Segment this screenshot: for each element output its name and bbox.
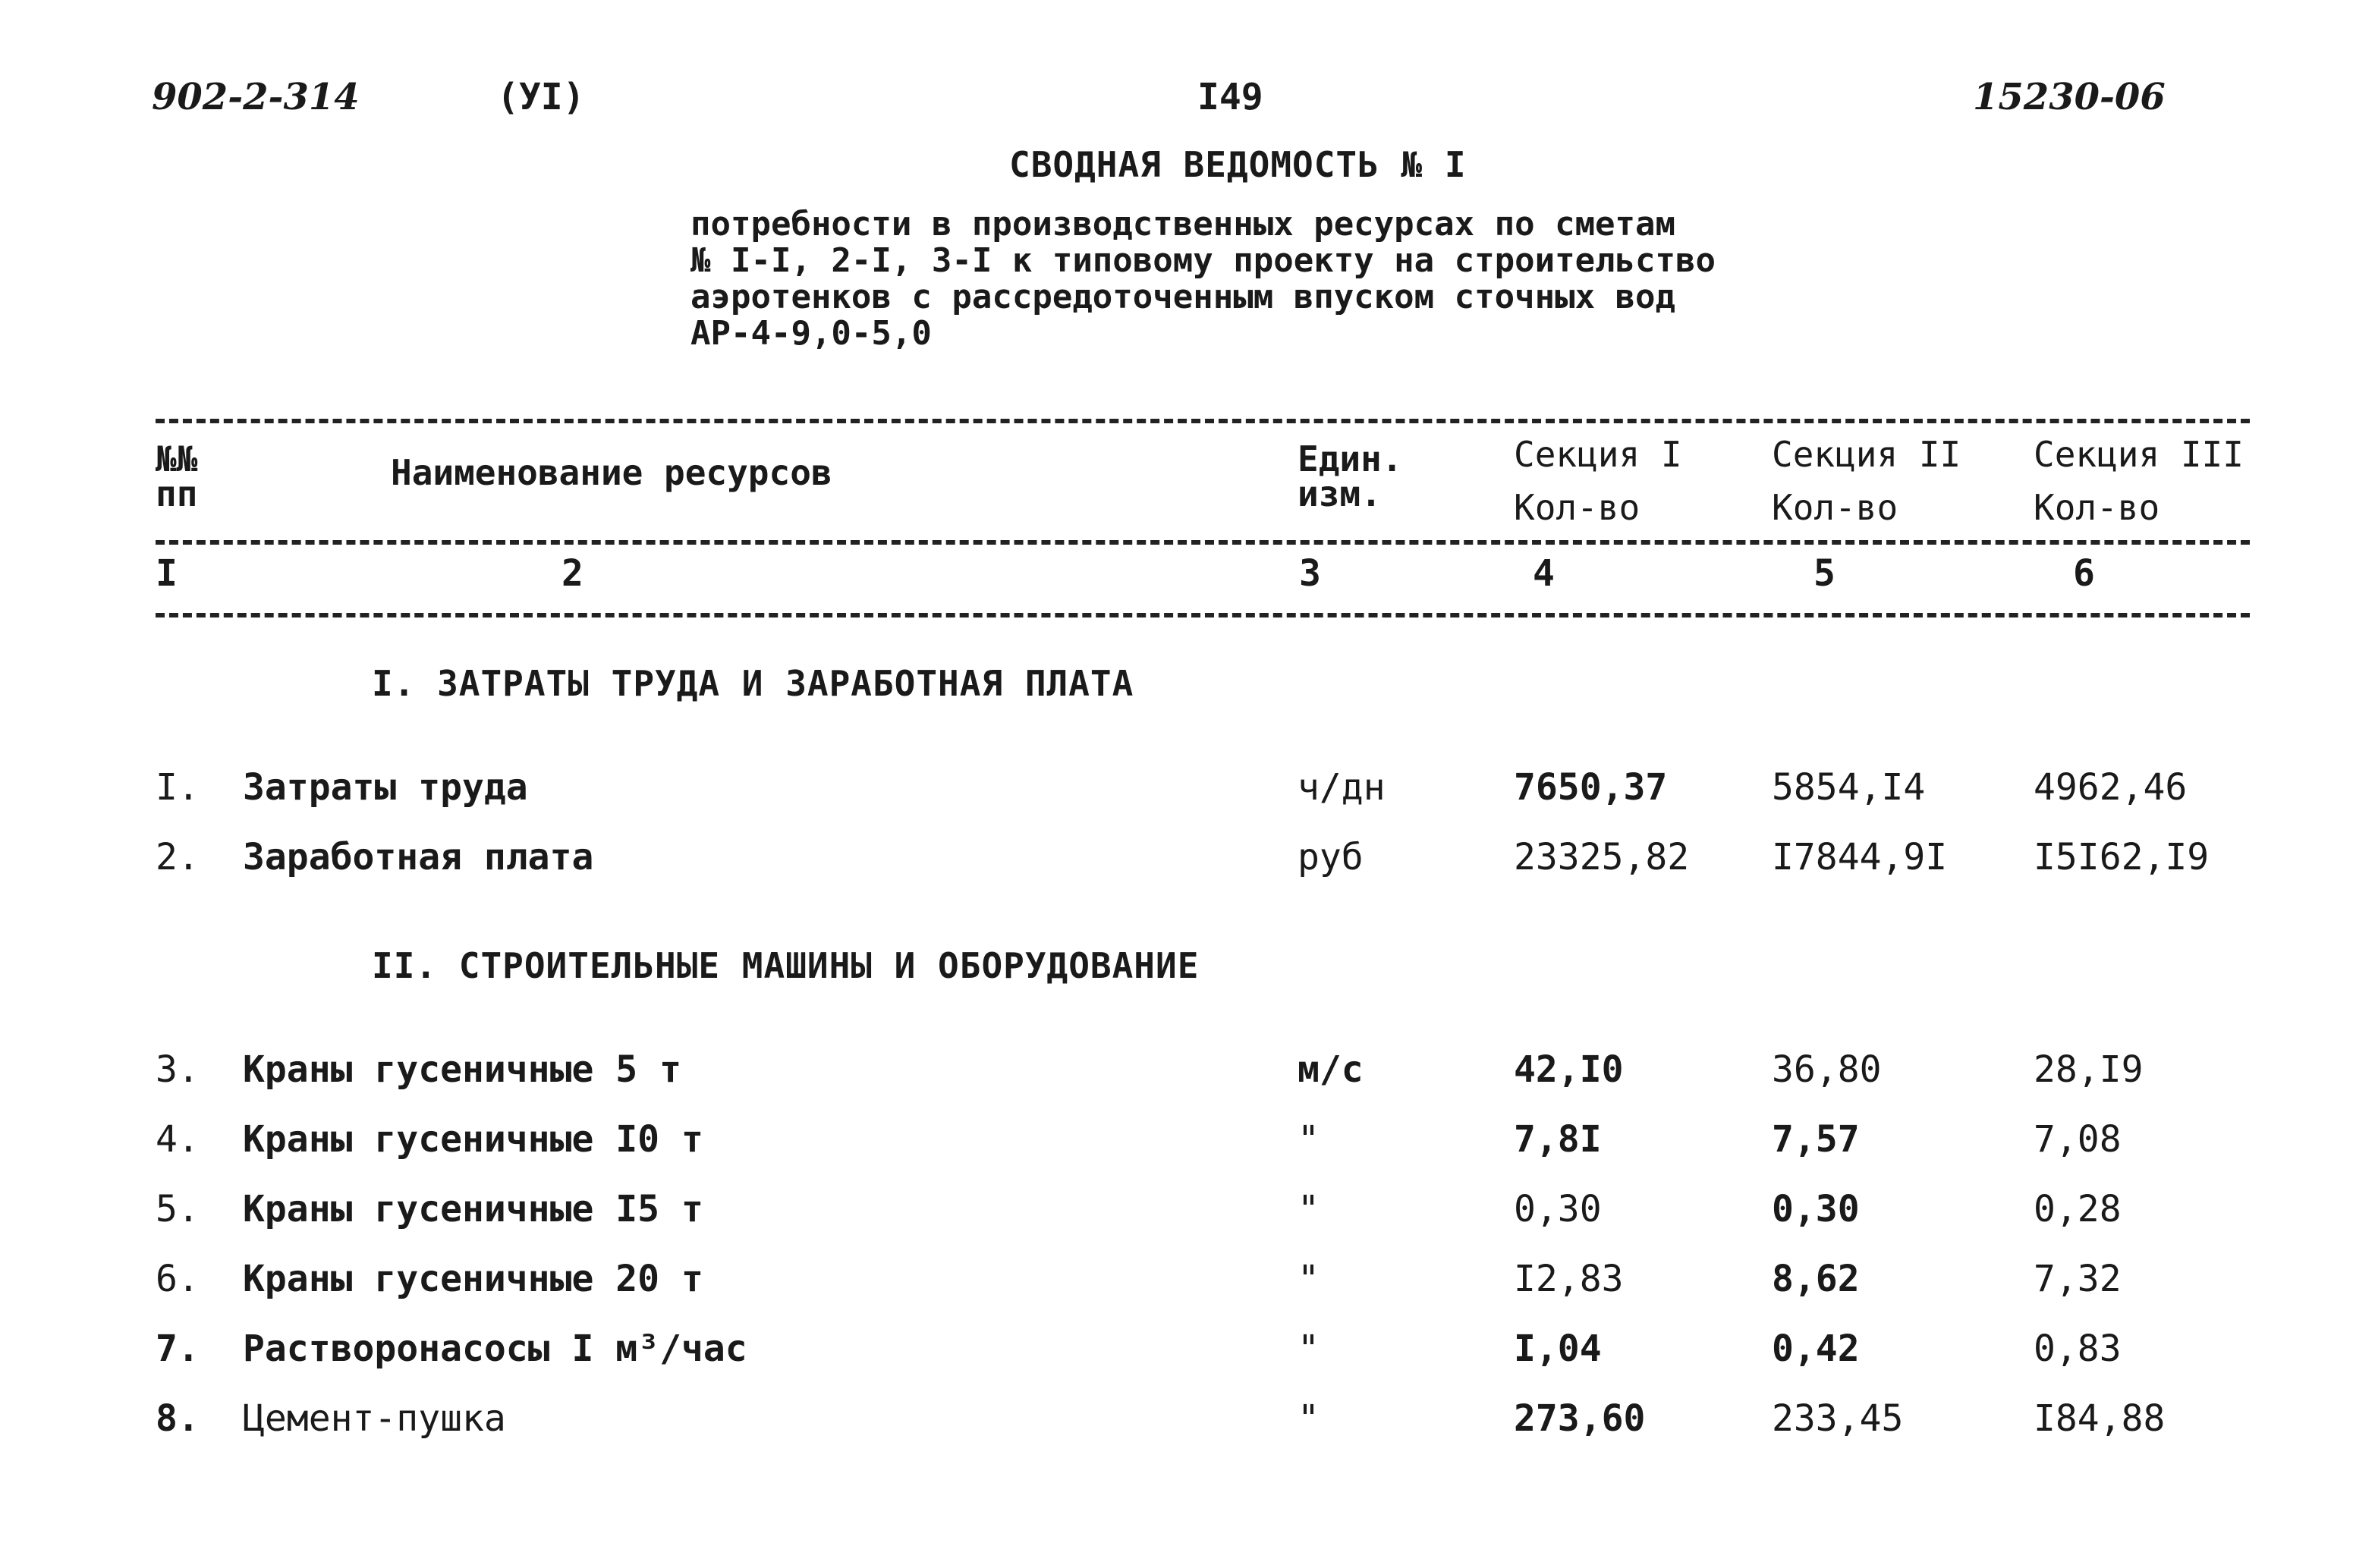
row-unit: " — [1298, 1118, 1320, 1161]
section-heading: II. СТРОИТЕЛЬНЫЕ МАШИНЫ И ОБОРУДОВАНИЕ — [372, 945, 1200, 986]
col-header-num-line1: №№ — [156, 438, 198, 479]
row-section-1: I,04 — [1514, 1328, 1602, 1370]
row-unit: руб — [1298, 836, 1364, 878]
col-header-num — [156, 432, 197, 520]
row-unit: м/с — [1298, 1048, 1364, 1091]
row-section-3: I84,88 — [2034, 1397, 2166, 1440]
subtitle — [690, 206, 1716, 352]
col-header-section-1 — [1514, 428, 1682, 534]
subtitle-line: аэротенков с рассредоточенным впуском сточных вод — [690, 278, 1676, 316]
row-name: Заработная плата — [243, 836, 594, 878]
section-heading: I. ЗАТРАТЫ ТРУДА И ЗАРАБОТНАЯ ПЛАТА — [372, 663, 1134, 704]
row-section-2: 0,30 — [1772, 1188, 1860, 1230]
row-section-2: 0,42 — [1772, 1328, 1860, 1370]
row-section-2: 5854,I4 — [1772, 766, 1926, 809]
row-section-3: 0,83 — [2034, 1328, 2122, 1370]
col-header-name: Наименование ресурсов — [391, 452, 832, 493]
col-header-section-2-qty: Кол-во — [1772, 487, 1898, 528]
row-name: Краны гусеничные 20 т — [243, 1258, 703, 1300]
subtitle-line: № I-I, 2-I, 3-I к типовому проекту на строительство — [690, 241, 1716, 280]
header-rule — [156, 540, 2250, 545]
row-unit: " — [1298, 1258, 1320, 1300]
row-number: 7. — [156, 1328, 200, 1370]
row-section-3: 4962,46 — [2034, 766, 2188, 809]
row-unit: ч/дн — [1298, 766, 1386, 809]
row-section-3: 0,28 — [2034, 1188, 2122, 1230]
volume-label: (УI) — [497, 76, 585, 118]
col-header-section-3 — [2034, 428, 2244, 534]
page-title: СВОДНАЯ ВЕДОМОСТЬ № I — [1009, 144, 1467, 185]
col-header-unit-line1: Един. — [1298, 438, 1403, 479]
row-name: Затраты труда — [243, 766, 528, 809]
col-header-num-line2: пп — [156, 473, 198, 514]
table-top-rule — [156, 419, 2250, 423]
col-header-section-2-title: Секция II — [1772, 434, 1961, 475]
row-number: 4. — [156, 1118, 200, 1161]
col-header-section-3-title: Секция III — [2034, 434, 2244, 475]
document-number: 15230-06 — [1973, 76, 2166, 118]
row-unit: " — [1298, 1188, 1320, 1230]
col-number-4: 4 — [1533, 552, 1555, 595]
col-number-2: 2 — [562, 552, 584, 595]
row-number: 6. — [156, 1258, 200, 1300]
row-section-1: 42,I0 — [1514, 1048, 1624, 1091]
row-unit: " — [1298, 1328, 1320, 1370]
row-section-1: 273,60 — [1514, 1397, 1646, 1440]
col-header-section-3-qty: Кол-во — [2034, 487, 2160, 528]
row-section-2: 7,57 — [1772, 1118, 1860, 1161]
row-number: 8. — [156, 1397, 200, 1440]
row-number: 2. — [156, 836, 200, 878]
col-number-6: 6 — [2073, 552, 2095, 595]
row-number: I. — [156, 766, 200, 809]
col-header-section-1-title: Секция I — [1514, 434, 1682, 475]
row-name: Краны гусеничные 5 т — [243, 1048, 681, 1091]
col-number-1: I — [156, 552, 178, 595]
subtitle-line: потребности в производственных ресурсах по сметам — [690, 205, 1676, 244]
row-section-1: 23325,82 — [1514, 836, 1690, 878]
column-numbers-rule — [156, 613, 2250, 617]
row-section-1: 0,30 — [1514, 1188, 1602, 1230]
row-section-1: I2,83 — [1514, 1258, 1624, 1300]
document-code: 902-2-314 — [152, 76, 360, 118]
subtitle-line: АР-4-9,0-5,0 — [690, 314, 932, 353]
col-number-3: 3 — [1299, 552, 1321, 595]
row-number: 5. — [156, 1188, 200, 1230]
row-name: Краны гусеничные I0 т — [243, 1118, 703, 1161]
col-header-section-1-qty: Кол-во — [1514, 487, 1640, 528]
col-header-unit — [1298, 432, 1402, 520]
row-name: Цемент-пушка — [243, 1397, 506, 1440]
row-section-1: 7650,37 — [1514, 766, 1668, 809]
row-section-3: 7,08 — [2034, 1118, 2122, 1161]
row-section-3: I5I62,I9 — [2034, 836, 2210, 878]
row-section-1: 7,8I — [1514, 1118, 1602, 1161]
col-number-5: 5 — [1813, 552, 1836, 595]
col-header-section-2 — [1772, 428, 1961, 534]
col-header-unit-line2: изм. — [1298, 473, 1382, 514]
row-section-2: 8,62 — [1772, 1258, 1860, 1300]
row-unit: " — [1298, 1397, 1320, 1440]
row-section-2: I7844,9I — [1772, 836, 1948, 878]
row-section-2: 233,45 — [1772, 1397, 1904, 1440]
row-section-3: 7,32 — [2034, 1258, 2122, 1300]
row-number: 3. — [156, 1048, 200, 1091]
row-name: Краны гусеничные I5 т — [243, 1188, 703, 1230]
page-number: I49 — [1197, 76, 1263, 118]
row-section-3: 28,I9 — [2034, 1048, 2144, 1091]
row-name: Растворонасосы I м³/час — [243, 1328, 747, 1370]
row-section-2: 36,80 — [1772, 1048, 1882, 1091]
